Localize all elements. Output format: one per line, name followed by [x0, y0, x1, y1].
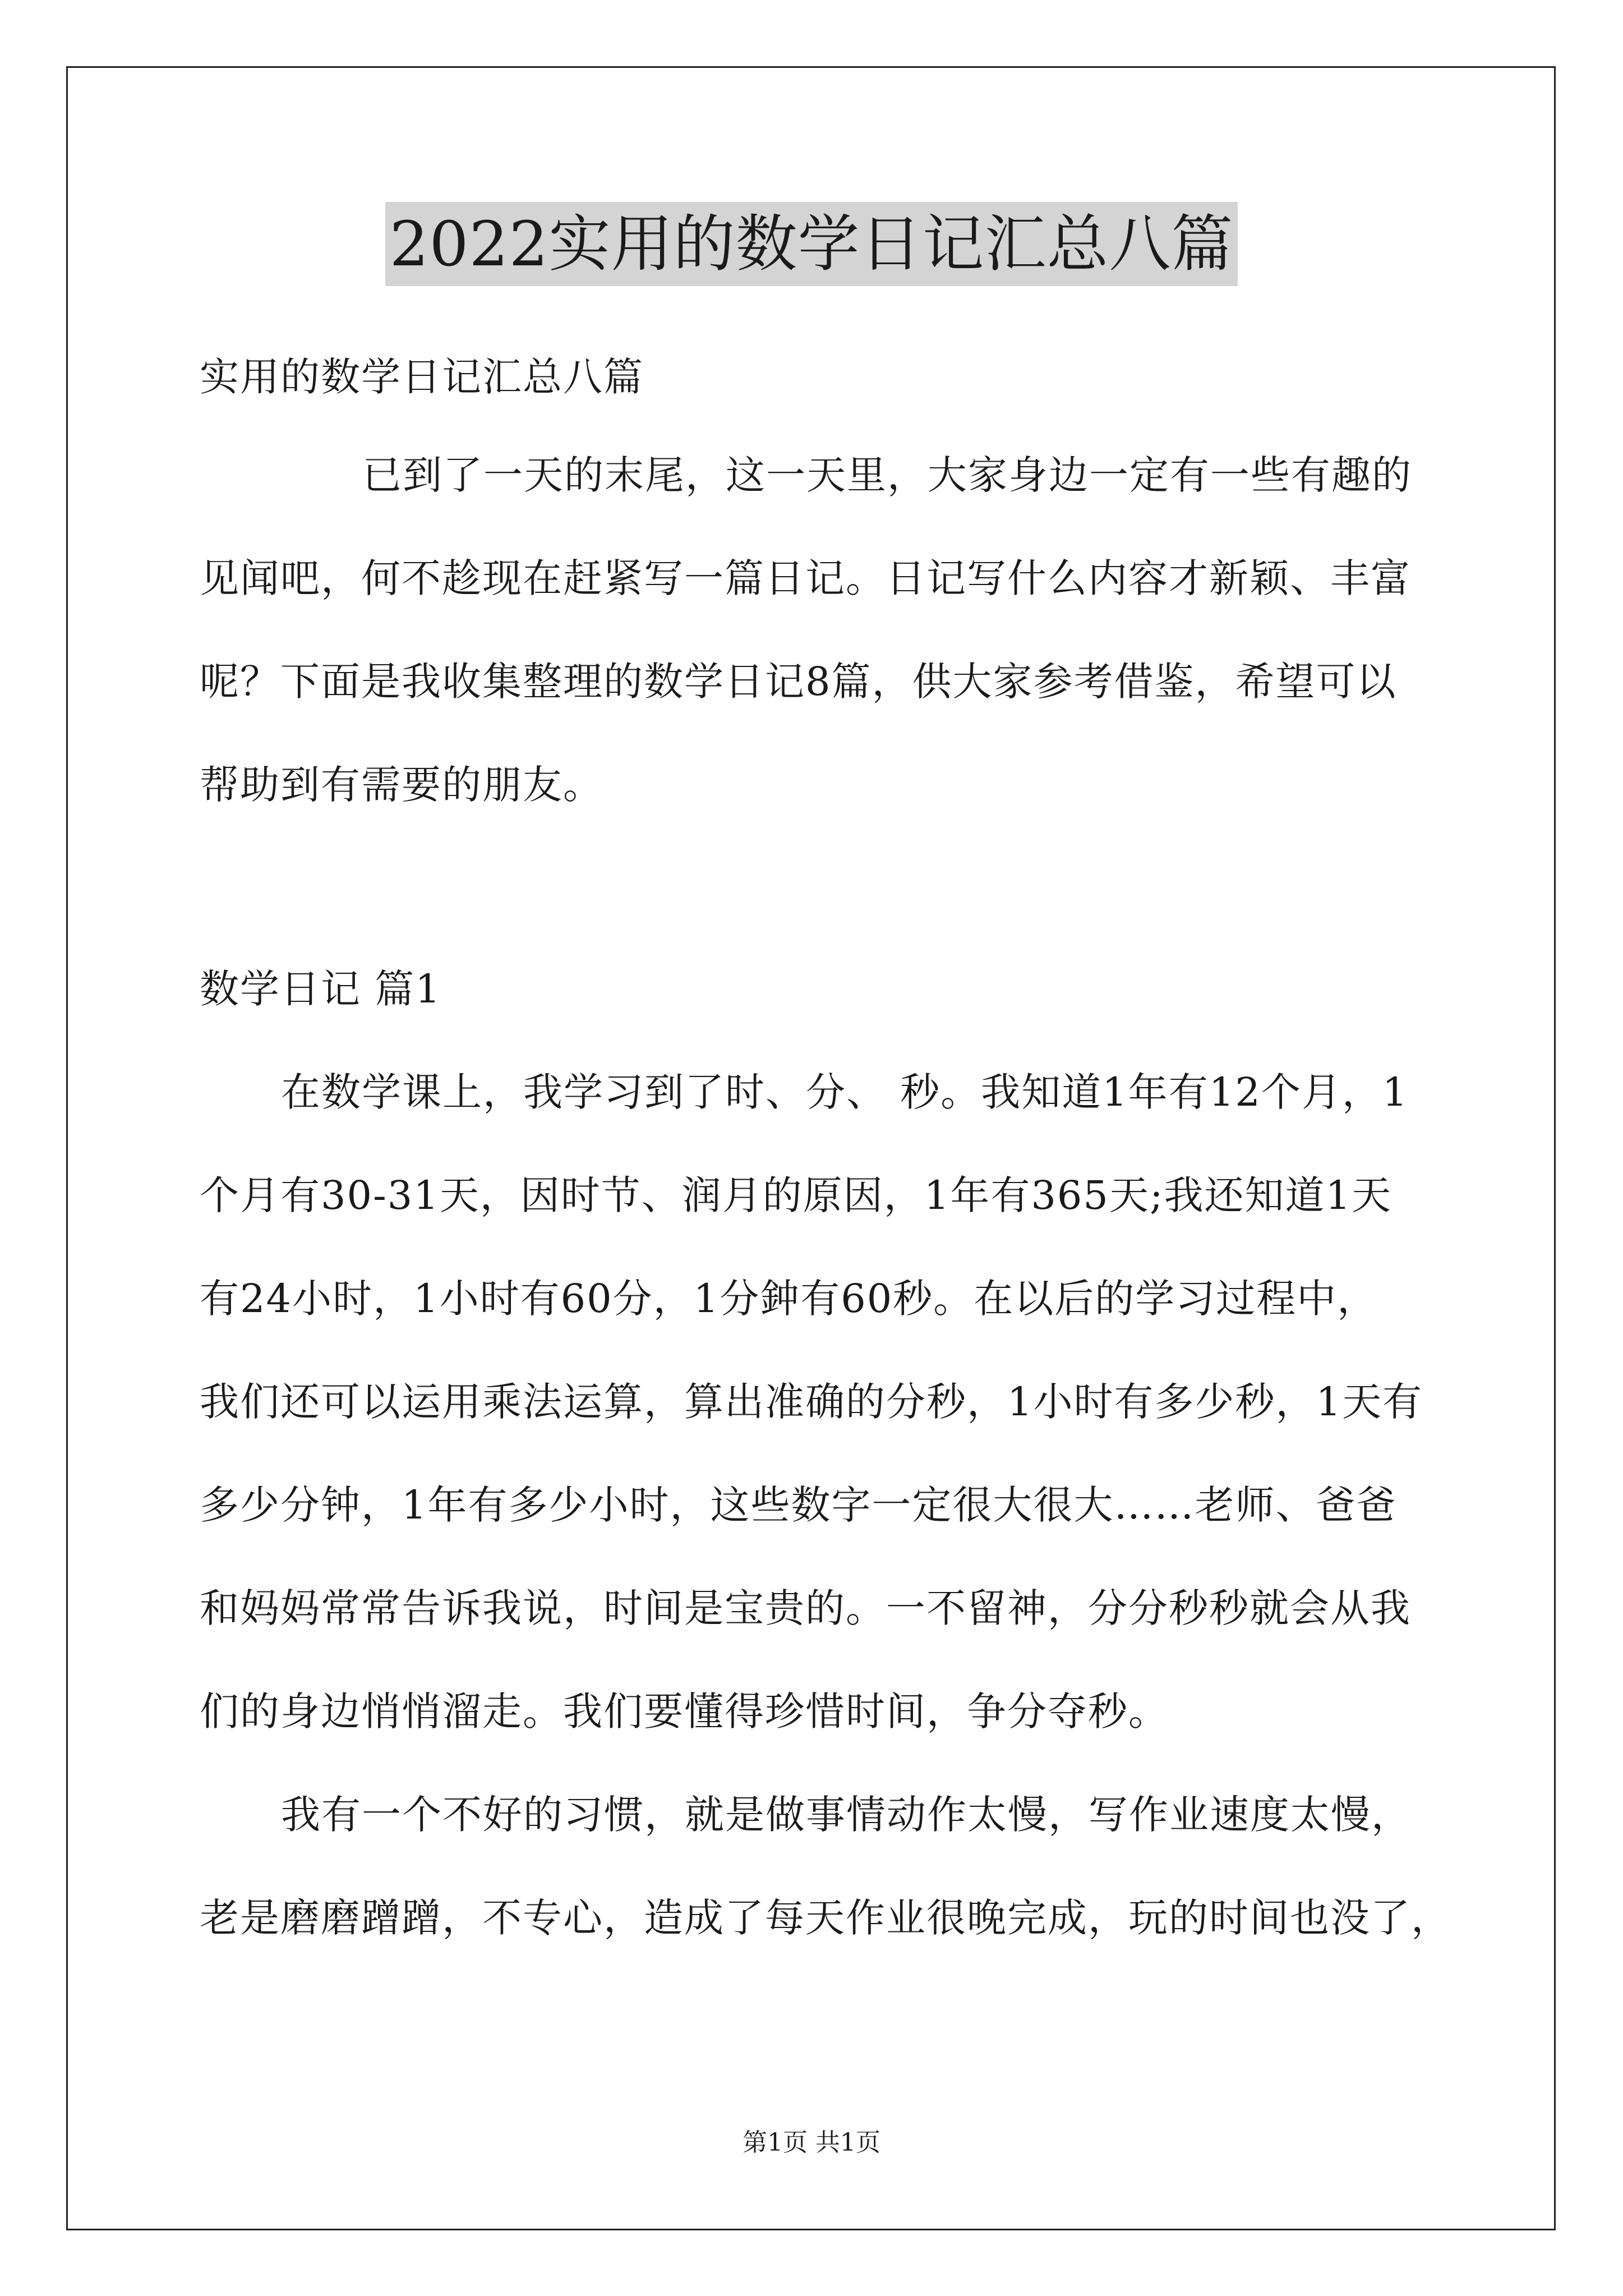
- title-container: [0, 202, 1623, 286]
- paragraph-line: 有24小时，1小时有60分，1分鈡有60秒。在以后的学习过程中，: [200, 1276, 1378, 1322]
- paragraph-line: 多少分钟，1年有多少小时，这些数字一定很大很大……老师、爸爸: [200, 1482, 1397, 1528]
- paragraph-line: 个月有30-31天，因时节、润月的原因，1年有365天;我还知道1天: [200, 1172, 1393, 1218]
- intro-line: 见闻吧，何不趁现在赶紧写一篇日记。日记写什么内容才新颖、丰富: [200, 555, 1411, 601]
- document-subtitle: 实用的数学日记汇总八篇: [200, 354, 644, 400]
- document-title: 2022实用的数学日记汇总八篇: [385, 202, 1238, 286]
- section-heading: 数学日记 篇1: [200, 966, 441, 1012]
- paragraph-line: 我们还可以运用乘法运算，算出准确的分秒，1小时有多少秒，1天有: [200, 1379, 1423, 1425]
- paragraph-line: 老是磨磨蹭蹭，不专心，造成了每天作业很晚完成，玩的时间也没了，: [200, 1895, 1451, 1941]
- paragraph-line: 我有一个不好的习惯，就是做事情动作太慢，写作业速度太慢，: [281, 1792, 1412, 1838]
- paragraph-line: 在数学课上，我学习到了时、分、 秒。我知道1年有12个月，1: [281, 1069, 1409, 1115]
- intro-line: 已到了一天的末尾，这一天里，大家身边一定有一些有趣的: [362, 452, 1412, 498]
- paragraph-line: 和妈妈常常告诉我说，时间是宝贵的。一不留神，分分秒秒就会从我: [200, 1585, 1411, 1631]
- intro-line: 帮助到有需要的朋友。: [200, 762, 603, 808]
- page-footer: 第1页 共1页: [743, 2128, 880, 2157]
- intro-line: 呢？下面是我收集整理的数学日记8篇，供大家参考借鉴，希望可以: [200, 659, 1397, 705]
- paragraph-line: 们的身边悄悄溜走。我们要懂得珍惜时间，争分夺秒。: [200, 1688, 1169, 1734]
